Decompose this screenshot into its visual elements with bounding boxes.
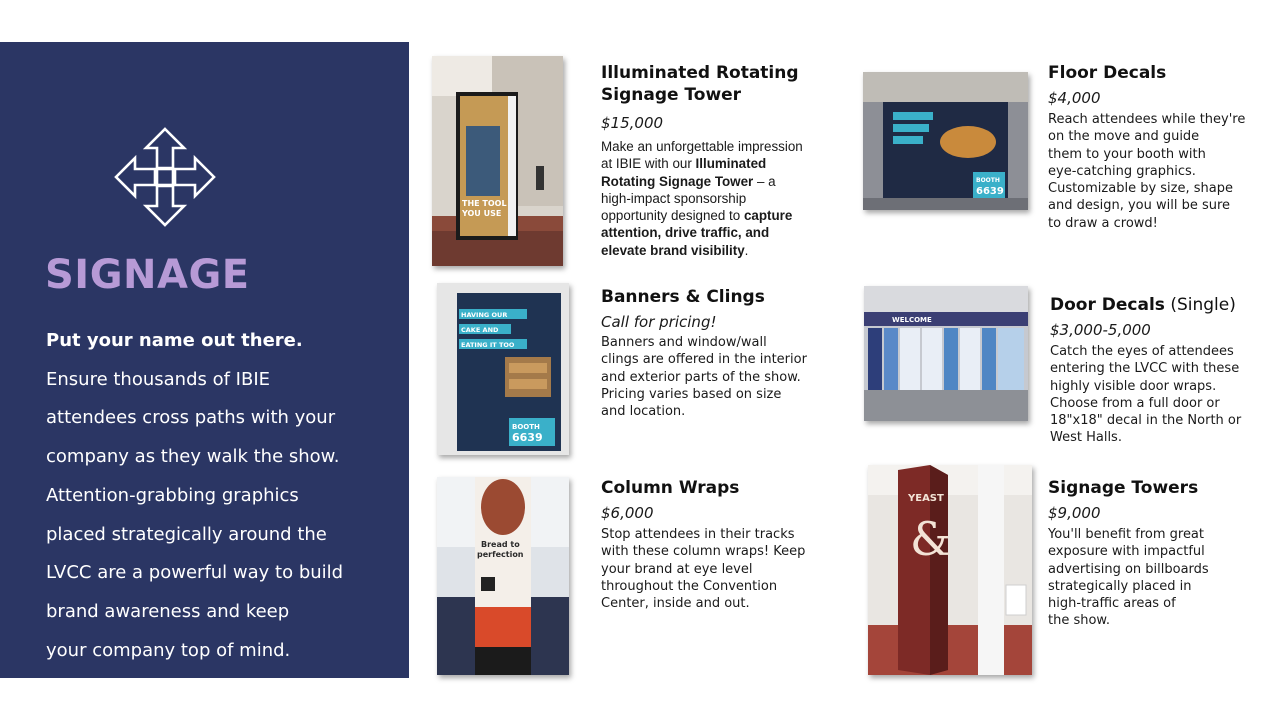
- panel-body-line: company as they walk the show.: [46, 446, 340, 468]
- banners-photo-text: 6639: [512, 431, 543, 444]
- door-decals-photo: [864, 286, 1028, 421]
- floor-decals-price: $4,000: [1048, 89, 1101, 107]
- floor-decals-item: [1048, 62, 1245, 232]
- column-wraps-item: [601, 477, 805, 612]
- panel-body-line: attendees cross paths with your: [46, 407, 336, 429]
- panel-intro: [46, 322, 396, 670]
- door-decals-price: $3,000-5,000: [1050, 321, 1151, 339]
- tower-photo-text: THE TOOL: [462, 199, 507, 208]
- banners-title: Banners & Clings: [601, 287, 765, 307]
- panel-body-line: LVCC are a powerful way to build: [46, 562, 344, 584]
- door-photo-text: WELCOME: [892, 316, 932, 324]
- door-decals-description: Catch the eyes of attendees entering the LVCC with these highly visible door wraps. Choose from a full door or 18"x18" decal in the North or West Halls.: [1050, 344, 1242, 446]
- panel-title: SIGNAGE: [45, 252, 250, 298]
- tower-title: Illuminated Rotating Signage Tower: [601, 63, 799, 105]
- banners-photo-text: CAKE AND: [461, 326, 499, 334]
- tower-photo-text: YOU USE: [462, 209, 502, 218]
- door-decals-item: [1050, 294, 1241, 447]
- panel-lead: Put your name out there.: [46, 330, 303, 351]
- four-way-arrows-icon: [113, 126, 217, 228]
- floor-decals-description: Reach attendees while they're on the move and guide them to your booth with eye-catching graphics. Customizable by size, shape and design, you will be sure to draw a crowd!: [1048, 112, 1246, 231]
- signage-towers-title: Signage Towers: [1048, 478, 1199, 498]
- banners-photo-text: HAVING OUR: [461, 311, 508, 319]
- column-wraps-photo: [437, 477, 569, 675]
- banners-price: Call for pricing!: [601, 313, 717, 331]
- floor-decals-title: Floor Decals: [1048, 63, 1167, 83]
- signage-panel: [0, 42, 409, 678]
- column-wraps-price: $6,000: [601, 504, 654, 522]
- door-decals-title: Door Decals (Single): [1050, 295, 1236, 315]
- signage-towers-description: You'll benefit from great exposure with impactful advertising on billboards strategically placed in high-traffic areas of the show.: [1048, 527, 1209, 629]
- column-photo-text: Bread to: [481, 540, 520, 549]
- column-wraps-description: Stop attendees in their tracks with these column wraps! Keep your brand at eye level throughout the Convention Center, inside and out.: [601, 527, 806, 612]
- banners-photo-text: BOOTH: [512, 423, 540, 431]
- banners-photo-text: EATING IT TOO: [461, 341, 515, 349]
- banners-description: Banners and window/wall clings are offered in the interior and exterior parts of the show. Pricing varies based on size and location.: [601, 335, 807, 420]
- floor-photo-text: 6639: [976, 186, 1004, 197]
- banners-photo: [437, 283, 569, 455]
- floor-decals-photo: [863, 72, 1028, 210]
- tower-price: $15,000: [601, 114, 664, 132]
- signage-towers-item: [1048, 477, 1209, 630]
- banners-item: [601, 286, 807, 420]
- panel-body-line: Ensure thousands of IBIE: [46, 368, 271, 390]
- column-wraps-title: Column Wraps: [601, 478, 740, 498]
- panel-body-line: your company top of mind.: [46, 639, 291, 661]
- signage-towers-photo: [868, 465, 1032, 675]
- tower-item: [601, 62, 803, 259]
- svg-text:&: &: [910, 512, 951, 566]
- signage-towers-price: $9,000: [1048, 504, 1101, 522]
- tower-photo: [432, 56, 563, 266]
- panel-body-line: brand awareness and keep: [46, 600, 290, 622]
- towers-photo-text: YEAST: [908, 493, 944, 504]
- tower-description: Make an unforgettable impression at IBIE with our Illuminated Rotating Signage Tower – a high-impact sponsorship opportunity designed to capture attention, drive traffic, and elevate brand visibility.: [601, 139, 803, 258]
- panel-body-line: placed strategically around the: [46, 523, 327, 545]
- floor-photo-text: BOOTH: [976, 177, 1000, 184]
- column-photo-text: perfection: [477, 550, 524, 559]
- panel-body-line: Attention-grabbing graphics: [46, 484, 299, 506]
